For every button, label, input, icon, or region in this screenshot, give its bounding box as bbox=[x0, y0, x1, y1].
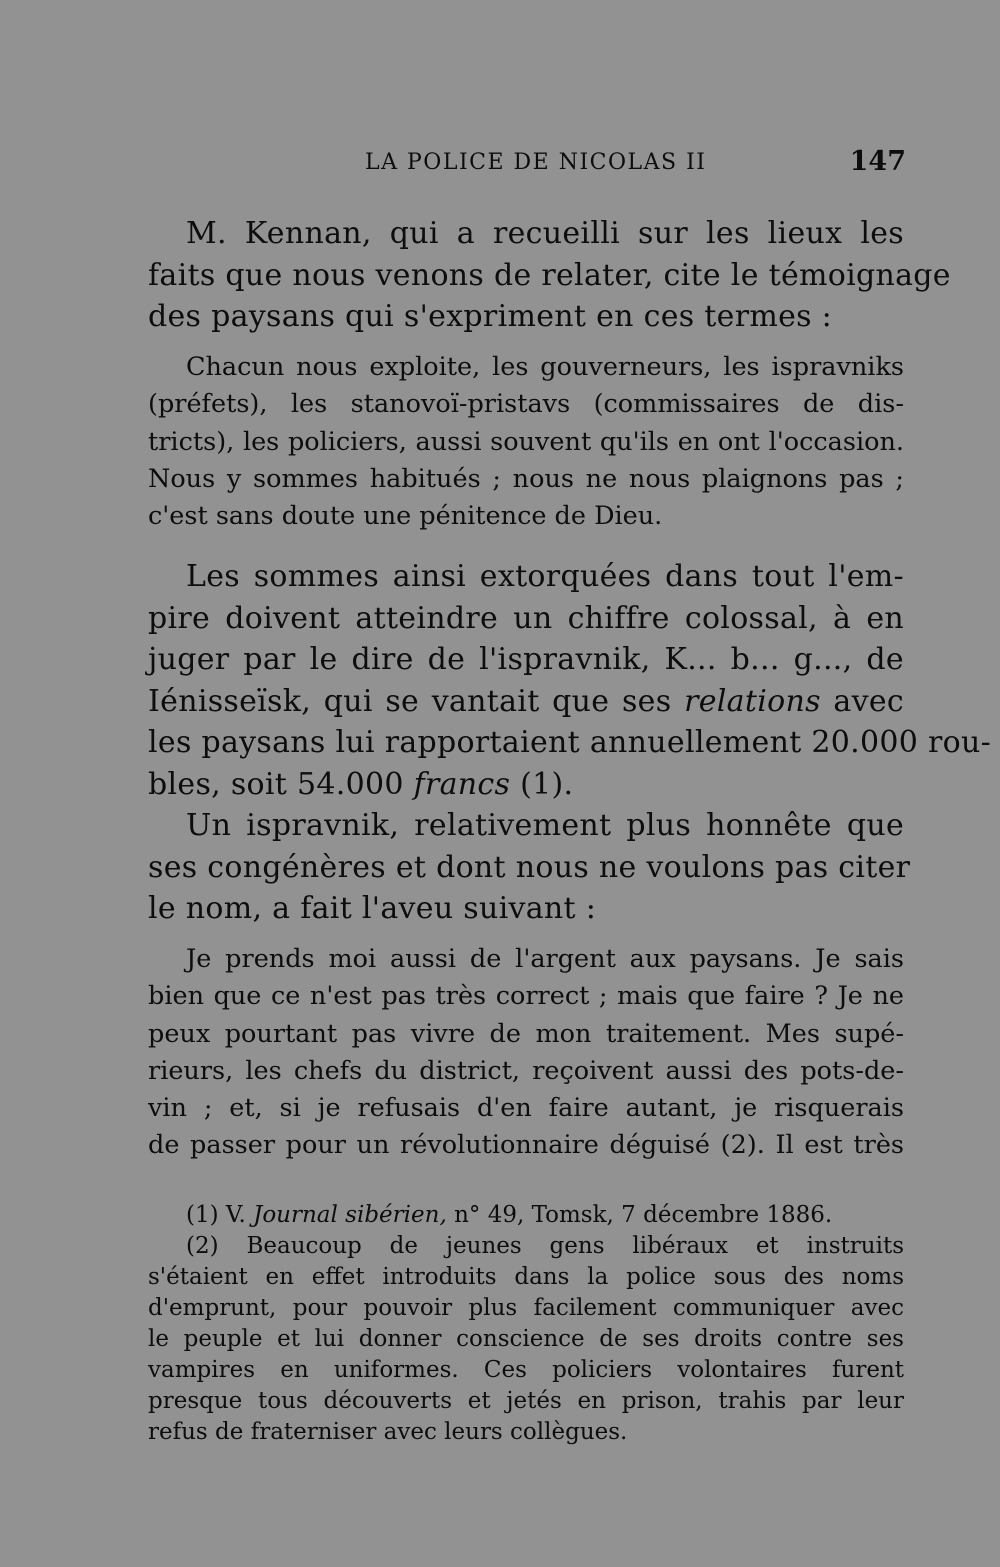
italic-word: francs bbox=[413, 766, 511, 802]
text-run: (1) V. bbox=[186, 1202, 254, 1228]
quote-line: bien que ce n'est pas très correct ; mais que faire ? Je ne bbox=[148, 981, 904, 1012]
paragraph-line bbox=[148, 764, 904, 806]
quote-line: de passer pour un révolutionnaire déguisé (2). Il est très bbox=[148, 1130, 904, 1161]
paragraph-line: le nom, a fait l'aveu suivant : bbox=[148, 891, 597, 926]
page-number: 147 bbox=[849, 146, 906, 177]
quote-line: c'est sans doute une pénitence de Dieu. bbox=[148, 501, 663, 532]
text-run: n° 49, Tomsk, 7 décembre 1886. bbox=[446, 1202, 833, 1228]
paragraph-line: des paysans qui s'expriment en ces termes : bbox=[148, 299, 833, 334]
quote-line: Je prends moi aussi de l'argent aux paysans. Je sais bbox=[186, 944, 904, 974]
running-head bbox=[150, 146, 906, 180]
paragraph-line: ses congénères et dont nous ne voulons pas citer bbox=[148, 849, 911, 885]
footnotes bbox=[148, 1200, 904, 1448]
paragraph-line bbox=[148, 681, 904, 723]
paragraph-line: les paysans lui rapportaient annuellement 20.000 rou- bbox=[148, 725, 992, 760]
footnote-2-line: s'étaient en effet introduits dans la police sous des noms bbox=[148, 1264, 904, 1290]
paragraph-3 bbox=[148, 805, 911, 930]
footnote-2-line: refus de fraterniser avec leurs collègues. bbox=[148, 1419, 628, 1445]
footnote-2-line: d'emprunt, pour pouvoir plus facilement communiquer avec bbox=[148, 1295, 904, 1321]
quote-line: Chacun nous exploite, les gouverneurs, les ispravniks bbox=[186, 352, 904, 382]
quote-line: peux pourtant pas vivre de mon traitement. Mes supé- bbox=[148, 1018, 904, 1049]
paragraph-1 bbox=[148, 213, 951, 338]
italic-title: Journal sibérien, bbox=[253, 1202, 447, 1228]
text-run: avec bbox=[820, 683, 904, 719]
paragraph-line: faits que nous venons de relater, cite le témoignage bbox=[148, 257, 951, 293]
quote-line: tricts), les policiers, aussi souvent qu'ils en ont l'occasion. bbox=[148, 426, 904, 457]
footnote-2-line: le peuple et lui donner conscience de ses droits contre ses bbox=[148, 1326, 904, 1352]
quote-line: Nous y sommes habitués ; nous ne nous plaignons pas ; bbox=[148, 463, 904, 494]
quote-line: vin ; et, si je refusais d'en faire autant, je risquerais bbox=[148, 1093, 904, 1124]
footnote-2-line: (2) Beaucoup de jeunes gens libéraux et instruits bbox=[186, 1233, 904, 1259]
paragraph-line: pire doivent atteindre un chiffre colossal, à en bbox=[148, 600, 904, 636]
running-title: LA POLICE DE NICOLAS II bbox=[365, 150, 707, 175]
footnote-2-line: vampires en uniformes. Ces policiers volontaires furent bbox=[148, 1357, 904, 1383]
text-run: (1). bbox=[510, 766, 574, 802]
paragraph-line: juger par le dire de l'ispravnik, K... b... g..., de bbox=[148, 642, 904, 677]
quote-line: rieurs, les chefs du district, reçoivent aussi des pots-de- bbox=[148, 1055, 904, 1086]
paragraph-line: Un ispravnik, relativement plus honnête que bbox=[186, 808, 904, 843]
quote-1 bbox=[148, 349, 904, 535]
paragraph-2 bbox=[148, 556, 992, 805]
text-run: bles, soit 54.000 bbox=[148, 766, 414, 802]
quote-line: (préfets), les stanovoï-pristavs (commissaires de dis- bbox=[148, 389, 904, 420]
footnote-1 bbox=[148, 1200, 904, 1231]
footnote-2-line: presque tous découverts et jetés en prison, trahis par leur bbox=[148, 1388, 904, 1414]
italic-word: relations bbox=[684, 683, 821, 719]
text-run: Iénisseïsk, qui se vantait que ses bbox=[148, 683, 685, 719]
quote-2 bbox=[148, 941, 904, 1165]
paragraph-line: M. Kennan, qui a recueilli sur les lieux les bbox=[186, 216, 904, 251]
paragraph-line: Les sommes ainsi extorquées dans tout l'em- bbox=[186, 559, 904, 594]
